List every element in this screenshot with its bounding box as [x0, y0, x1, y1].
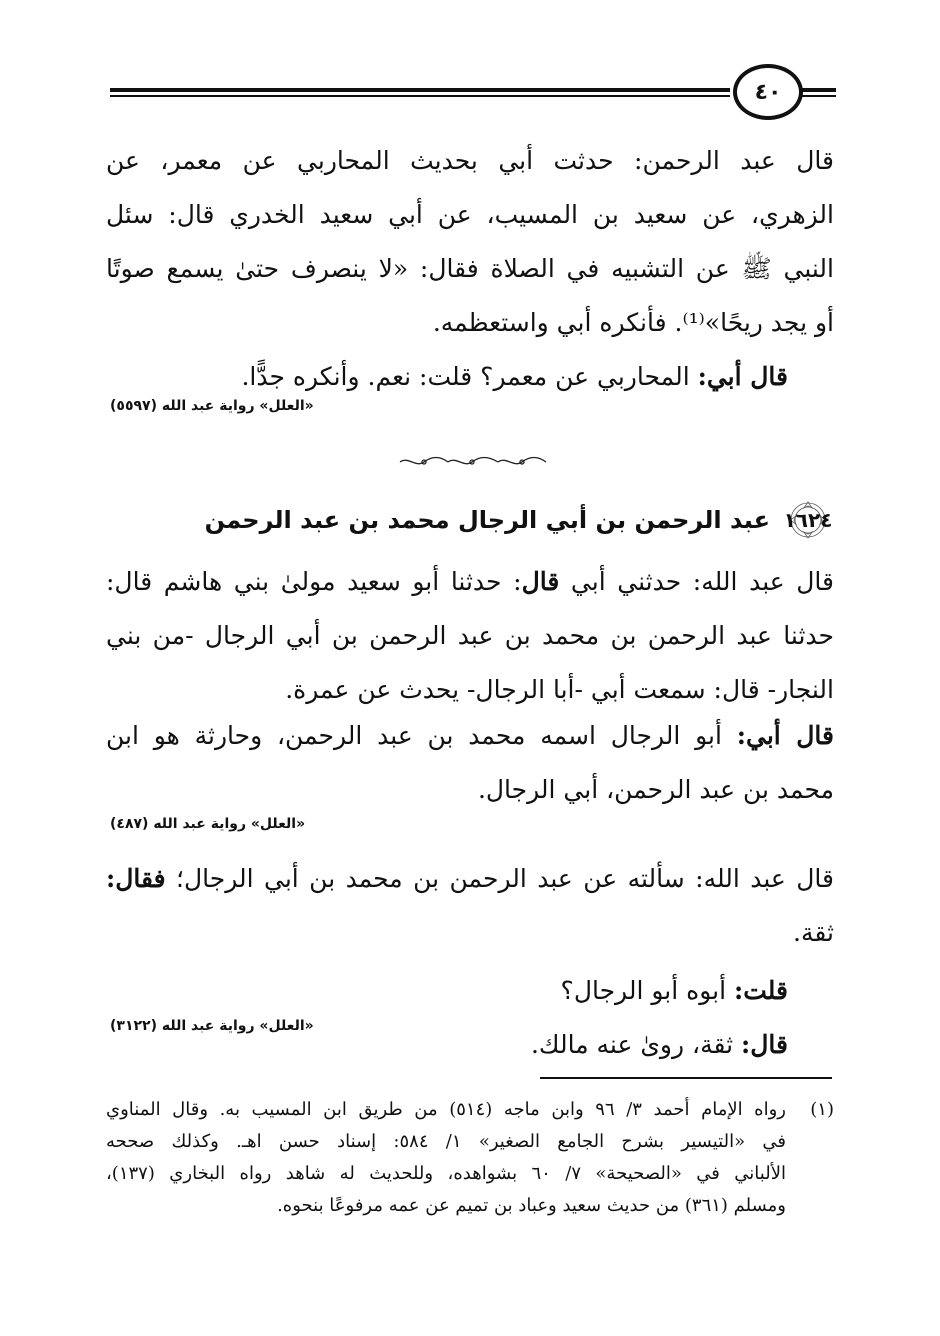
header-rule-right — [800, 88, 836, 100]
paragraph-4-line: ثقة. — [793, 918, 834, 947]
text-run: : حدثنا أبو سعيد مولىٰ بني هاشم قال: — [106, 567, 522, 596]
paragraph-1-line: قال عبد الرحمن: حدثت أبي بحديث المحاربي عن معمر، عن — [106, 146, 834, 175]
source-citation: «العلل» رواية عبد الله (٤٨٧) — [110, 816, 306, 832]
paragraph-2-line — [106, 555, 834, 609]
paragraph-1-line: الزهري، عن سعيد بن المسيب، عن أبي سعيد الخدري قال: سئل — [106, 200, 834, 229]
paragraph-4 — [106, 852, 834, 1072]
paragraph-1-line: النبي ﷺ عن التشبيه في الصلاة فقال: «لا ينصرف حتىٰ يسمع صوتًا — [106, 254, 834, 283]
ornament-divider — [398, 455, 548, 469]
paragraph-1-line: أو يجد ريحًا»⁽¹⁾. فأنكره أبي واستعظمه. — [432, 308, 834, 337]
page-number: ٤٠ — [754, 79, 782, 105]
bold-run: قال — [521, 567, 560, 596]
paragraph-2-line: النجار- قال: سمعت أبي -أبا الرجال- يحدث عن عمرة. — [285, 675, 834, 704]
text-run: قال عبد الله: حدثني أبي — [559, 567, 835, 596]
text-run: أبوه أبو الرجال؟ — [560, 976, 734, 1005]
paragraph-4-line — [106, 852, 834, 906]
entry-heading — [106, 500, 834, 540]
text-run: ثقة، روىٰ عنه مالك. — [530, 1030, 742, 1059]
qal-abi-line — [106, 350, 834, 404]
question-line — [106, 964, 834, 1018]
entry-title: عبد الرحمن بن أبي الرجال محمد بن عبد الرحمن — [204, 506, 770, 534]
paragraph-3-line: محمد بن عبد الرحمن، أبي الرجال. — [477, 775, 834, 804]
text-run: أبو الرجال اسمه محمد بن عبد الرحمن، وحارثة هو ابن — [106, 721, 737, 750]
source-citation: «العلل» رواية عبد الله (٣١٢٢) — [110, 1018, 314, 1034]
qal-abi-text: المحاربي عن معمر؟ قلت: نعم. وأنكره جدًّا. — [241, 362, 698, 391]
paragraph-3 — [106, 709, 834, 817]
qal-label: قال: — [741, 1030, 788, 1059]
footnote — [106, 1094, 834, 1222]
footnote-marker: (١) — [810, 1099, 834, 1120]
qal-abi-label: قال أبي: — [697, 362, 788, 391]
entry-number: ١٦٢٤ — [783, 508, 833, 532]
footnote-body — [106, 1094, 786, 1222]
paragraph-2-line: حدثنا عبد الرحمن بن محمد بن عبد الرحمن بن أبي الرجال -من بني — [106, 621, 834, 650]
paragraph-2 — [106, 555, 834, 717]
footnote-line: ومسلم (٣٦١) من حديث سعيد وعباد بن تميم عن عمه مرفوعًا بنحوه. — [277, 1195, 786, 1216]
qal-abi-label: قال أبي: — [736, 721, 835, 750]
footnote-line: في «التيسير بشرح الجامع الصغير» ١/ ٥٨٤: إسناد حسن اهـ. وكذلك صححه — [106, 1131, 786, 1152]
bold-run: فقال: — [106, 864, 166, 893]
qult-label: قلت: — [733, 976, 788, 1005]
header-rule — [110, 88, 730, 100]
paragraph-3-line — [106, 709, 834, 763]
paragraph-1 — [106, 134, 834, 404]
footnote-line: رواه الإمام أحمد ٣/ ٩٦ وابن ماجه (٥١٤) من طريق ابن المسيب به. وقال المناوي — [106, 1099, 786, 1120]
entry-number-badge — [782, 500, 834, 540]
footnote-rule — [540, 1077, 832, 1079]
footnote-line: الألباني في «الصحيحة» ٧/ ٦٠ بشواهده، وللحديث له شاهد رواه البخاري (١٣٧)، — [106, 1163, 786, 1184]
page-number-badge — [733, 64, 803, 120]
source-citation: «العلل» رواية عبد الله (٥٥٩٧) — [110, 398, 314, 414]
text-run: قال عبد الله: سألته عن عبد الرحمن بن محمد بن أبي الرجال؛ — [165, 864, 834, 893]
